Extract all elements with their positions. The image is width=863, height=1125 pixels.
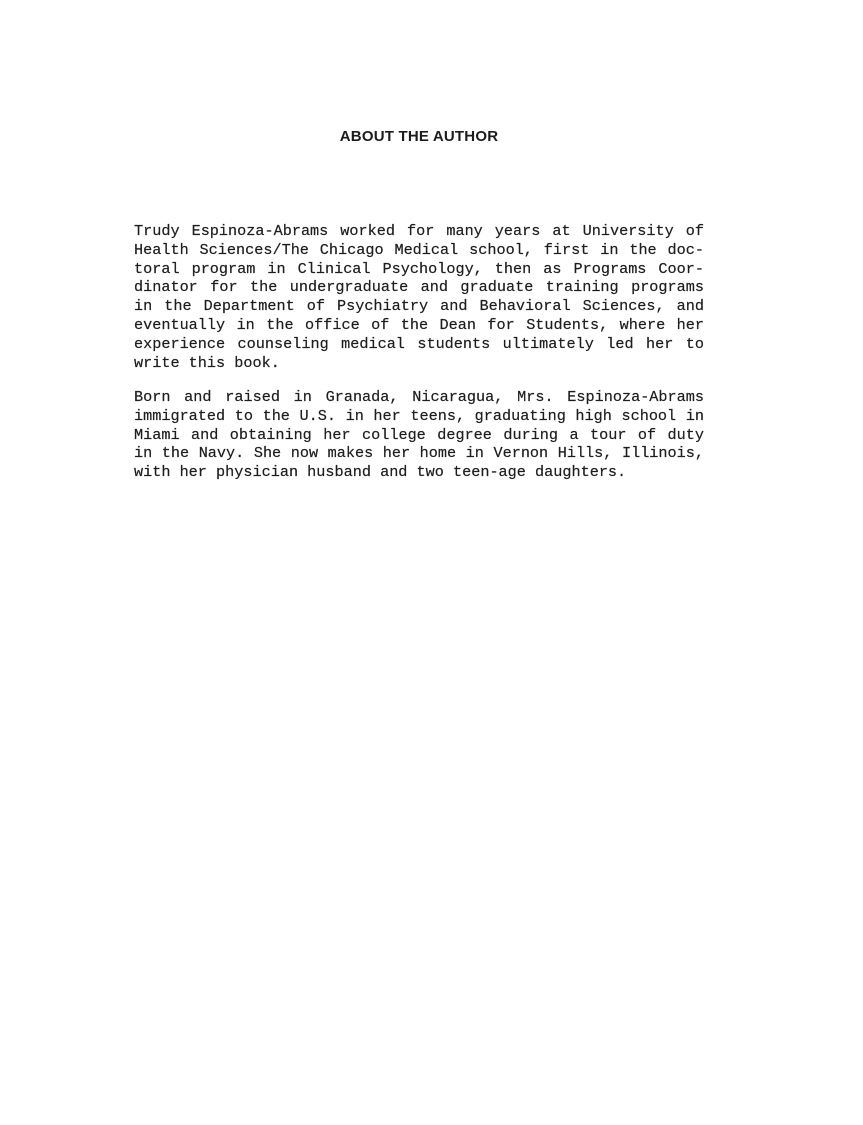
text-line: with her physician husband and two teen-age daughters. (134, 463, 627, 482)
text-line: immigrated to the U.S. in her teens, graduating high school in (134, 406, 704, 425)
text-line: dinator for the undergraduate and graduate training programs (134, 278, 704, 297)
text-line: eventually in the office of the Dean for Students, where her (134, 315, 704, 334)
text-line: in the Navy. She now makes her home in Vernon Hills, Illinois, (134, 444, 704, 463)
text-line: toral program in Clinical Psychology, then as Programs Coor- (134, 259, 704, 278)
text-line: experience counseling medical students ultimately led her to (134, 334, 704, 353)
text-line: write this book. (134, 353, 280, 372)
text-line: Health Sciences/The Chicago Medical school, first in the doc- (134, 240, 704, 259)
paragraph-about-personal-life (134, 388, 704, 482)
paragraph-about-career (134, 222, 704, 372)
page-heading: ABOUT THE AUTHOR (339, 128, 499, 145)
text-line: Miami and obtaining her college degree during a tour of duty (134, 425, 704, 444)
text-line: Born and raised in Granada, Nicaragua, Mrs. Espinoza-Abrams (134, 388, 704, 406)
text-line: in the Department of Psychiatry and Behavioral Sciences, and (134, 297, 704, 316)
text-line: Trudy Espinoza-Abrams worked for many years at University of (134, 222, 704, 240)
